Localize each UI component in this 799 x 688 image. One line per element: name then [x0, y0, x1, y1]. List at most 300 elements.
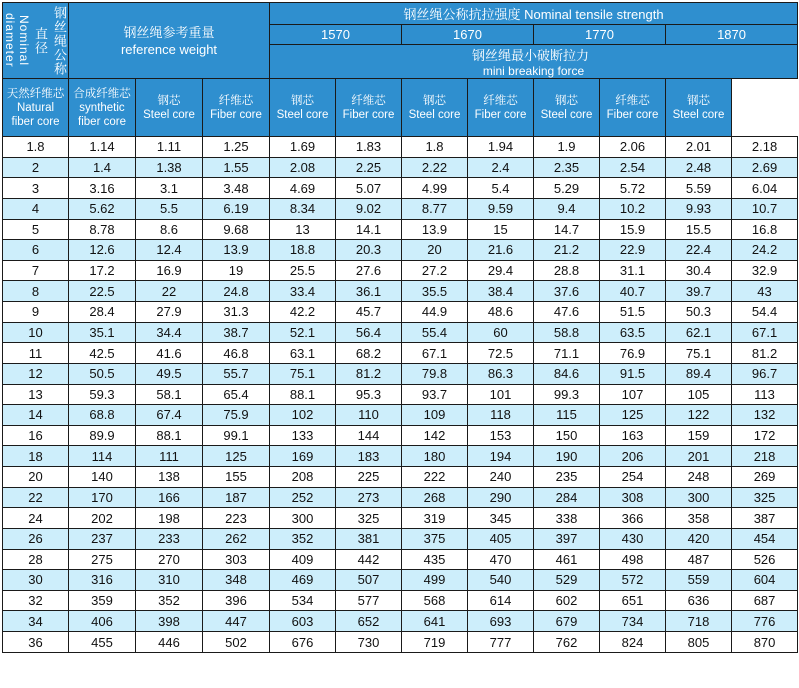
value-cell: 190 — [534, 446, 600, 467]
value-cell: 47.6 — [534, 302, 600, 323]
value-cell: 237 — [69, 528, 136, 549]
value-cell: 870 — [732, 632, 798, 653]
value-cell: 65.4 — [203, 384, 270, 405]
value-cell: 81.2 — [336, 363, 402, 384]
table-row — [3, 343, 798, 364]
value-cell: 529 — [534, 570, 600, 591]
value-cell: 14.1 — [336, 219, 402, 240]
value-cell: 3.48 — [203, 178, 270, 199]
steel-core-weight-header — [136, 79, 203, 137]
value-cell: 58.8 — [534, 322, 600, 343]
grade-1770: 1770 — [534, 25, 666, 45]
value-cell: 75.1 — [270, 363, 336, 384]
value-cell: 17.2 — [69, 260, 136, 281]
value-cell: 1.38 — [136, 157, 203, 178]
value-cell: 110 — [336, 405, 402, 426]
value-cell: 50.3 — [666, 302, 732, 323]
fiber-core-1770-header — [468, 79, 534, 137]
value-cell: 225 — [336, 467, 402, 488]
table-row — [3, 322, 798, 343]
value-cell: 105 — [666, 384, 732, 405]
value-cell: 730 — [336, 632, 402, 653]
value-cell: 27.6 — [336, 260, 402, 281]
value-cell: 5.29 — [534, 178, 600, 199]
value-cell: 138 — [136, 467, 203, 488]
value-cell: 233 — [136, 528, 203, 549]
value-cell: 27.9 — [136, 302, 203, 323]
value-cell: 9.68 — [203, 219, 270, 240]
diameter-cell: 26 — [3, 528, 69, 549]
value-cell: 37.6 — [534, 281, 600, 302]
diameter-cell: 13 — [3, 384, 69, 405]
value-cell: 5.07 — [336, 178, 402, 199]
value-cell: 180 — [402, 446, 468, 467]
natural-fiber-core-en1: Natural — [16, 101, 55, 114]
value-cell: 359 — [69, 590, 136, 611]
value-cell: 55.7 — [203, 363, 270, 384]
value-cell: 409 — [270, 549, 336, 570]
diameter-cell: 20 — [3, 467, 69, 488]
value-cell: 652 — [336, 611, 402, 632]
grade-1870: 1870 — [666, 25, 798, 45]
value-cell: 577 — [336, 590, 402, 611]
table-row — [3, 549, 798, 570]
value-cell: 604 — [732, 570, 798, 591]
fiber-core-cn: 纤维芯 — [483, 94, 518, 107]
value-cell: 45.7 — [336, 302, 402, 323]
value-cell: 16.9 — [136, 260, 203, 281]
value-cell: 502 — [203, 632, 270, 653]
diameter-cell: 28 — [3, 549, 69, 570]
fiber-core-cn: 纤维芯 — [218, 94, 254, 107]
value-cell: 155 — [203, 467, 270, 488]
fiber-core-en: Fiber core — [606, 108, 659, 121]
value-cell: 5.62 — [69, 198, 136, 219]
value-cell: 115 — [534, 405, 600, 426]
table-row — [3, 405, 798, 426]
value-cell: 51.5 — [600, 302, 666, 323]
value-cell: 5.59 — [666, 178, 732, 199]
value-cell: 693 — [468, 611, 534, 632]
table-row — [3, 487, 798, 508]
diameter-cell: 34 — [3, 611, 69, 632]
reference-weight-en: reference weight — [120, 41, 218, 57]
value-cell: 235 — [534, 467, 600, 488]
value-cell: 42.5 — [69, 343, 136, 364]
value-cell: 67.1 — [402, 343, 468, 364]
value-cell: 4.69 — [270, 178, 336, 199]
value-cell: 101 — [468, 384, 534, 405]
value-cell: 316 — [69, 570, 136, 591]
value-cell: 22.5 — [69, 281, 136, 302]
value-cell: 275 — [69, 549, 136, 570]
value-cell: 68.8 — [69, 405, 136, 426]
value-cell: 10.7 — [732, 198, 798, 219]
value-cell: 2.69 — [732, 157, 798, 178]
value-cell: 27.2 — [402, 260, 468, 281]
synthetic-fiber-core-header — [69, 79, 136, 137]
value-cell: 2.22 — [402, 157, 468, 178]
wire-rope-spec-table — [2, 2, 798, 653]
value-cell: 88.1 — [270, 384, 336, 405]
table-row — [3, 363, 798, 384]
value-cell: 114 — [69, 446, 136, 467]
value-cell: 208 — [270, 467, 336, 488]
diameter-cell: 36 — [3, 632, 69, 653]
value-cell: 24.8 — [203, 281, 270, 302]
value-cell: 75.1 — [666, 343, 732, 364]
table-row — [3, 590, 798, 611]
value-cell: 122 — [666, 405, 732, 426]
value-cell: 776 — [732, 611, 798, 632]
value-cell: 32.9 — [732, 260, 798, 281]
value-cell: 38.7 — [203, 322, 270, 343]
value-cell: 270 — [136, 549, 203, 570]
value-cell: 56.4 — [336, 322, 402, 343]
value-cell: 3.1 — [136, 178, 203, 199]
fiber-core-cn: 纤维芯 — [351, 94, 386, 107]
value-cell: 498 — [600, 549, 666, 570]
tensile-strength-header: 钢丝绳公称抗拉强度 Nominal tensile strength — [270, 3, 798, 25]
value-cell: 734 — [600, 611, 666, 632]
value-cell: 499 — [402, 570, 468, 591]
value-cell: 2.4 — [468, 157, 534, 178]
value-cell: 60 — [468, 322, 534, 343]
value-cell: 39.7 — [666, 281, 732, 302]
diameter-cell: 2 — [3, 157, 69, 178]
value-cell: 198 — [136, 508, 203, 529]
diameter-header-en: Nominal diameter — [3, 13, 31, 68]
table-row — [3, 260, 798, 281]
diameter-cell: 9 — [3, 302, 69, 323]
value-cell: 33.4 — [270, 281, 336, 302]
value-cell: 8.78 — [69, 219, 136, 240]
value-cell: 442 — [336, 549, 402, 570]
value-cell: 15 — [468, 219, 534, 240]
value-cell: 28.8 — [534, 260, 600, 281]
diameter-cell: 3 — [3, 178, 69, 199]
value-cell: 572 — [600, 570, 666, 591]
steel-core-1670-header — [402, 79, 468, 137]
value-cell: 303 — [203, 549, 270, 570]
diameter-cell: 11 — [3, 343, 69, 364]
value-cell: 170 — [69, 487, 136, 508]
value-cell: 75.9 — [203, 405, 270, 426]
value-cell: 1.25 — [203, 137, 270, 158]
value-cell: 3.16 — [69, 178, 136, 199]
value-cell: 1.9 — [534, 137, 600, 158]
value-cell: 1.11 — [136, 137, 203, 158]
value-cell: 29.4 — [468, 260, 534, 281]
synthetic-fiber-core-cn: 合成纤维芯 — [73, 87, 131, 100]
value-cell: 48.6 — [468, 302, 534, 323]
value-cell: 223 — [203, 508, 270, 529]
value-cell: 366 — [600, 508, 666, 529]
value-cell: 603 — [270, 611, 336, 632]
value-cell: 22.9 — [600, 240, 666, 261]
diameter-cell: 12 — [3, 363, 69, 384]
value-cell: 63.1 — [270, 343, 336, 364]
fiber-core-1670-header — [336, 79, 402, 137]
diameter-cell: 32 — [3, 590, 69, 611]
value-cell: 352 — [136, 590, 203, 611]
value-cell: 35.1 — [69, 322, 136, 343]
value-cell: 348 — [203, 570, 270, 591]
value-cell: 62.1 — [666, 322, 732, 343]
value-cell: 222 — [402, 467, 468, 488]
value-cell: 13.9 — [402, 219, 468, 240]
table-row — [3, 178, 798, 199]
fiber-core-en: Fiber core — [342, 108, 395, 121]
value-cell: 777 — [468, 632, 534, 653]
value-cell: 420 — [666, 528, 732, 549]
sub-header-row — [3, 79, 798, 137]
natural-fiber-core-header — [3, 79, 69, 137]
value-cell: 9.59 — [468, 198, 534, 219]
value-cell: 268 — [402, 487, 468, 508]
value-cell: 487 — [666, 549, 732, 570]
value-cell: 28.4 — [69, 302, 136, 323]
value-cell: 21.2 — [534, 240, 600, 261]
value-cell: 2.06 — [600, 137, 666, 158]
value-cell: 310 — [136, 570, 203, 591]
value-cell: 435 — [402, 549, 468, 570]
value-cell: 455 — [69, 632, 136, 653]
table-row — [3, 467, 798, 488]
table-row — [3, 611, 798, 632]
value-cell: 13 — [270, 219, 336, 240]
value-cell: 22.4 — [666, 240, 732, 261]
value-cell: 2.18 — [732, 137, 798, 158]
diameter-cell: 24 — [3, 508, 69, 529]
value-cell: 72.5 — [468, 343, 534, 364]
steel-core-cn: 钢芯 — [555, 94, 578, 107]
value-cell: 132 — [732, 405, 798, 426]
value-cell: 2.25 — [336, 157, 402, 178]
table-row — [3, 632, 798, 653]
value-cell: 375 — [402, 528, 468, 549]
steel-core-1770-header — [534, 79, 600, 137]
value-cell: 96.7 — [732, 363, 798, 384]
value-cell: 2.54 — [600, 157, 666, 178]
value-cell: 430 — [600, 528, 666, 549]
value-cell: 88.1 — [136, 425, 203, 446]
value-cell: 15.5 — [666, 219, 732, 240]
diameter-cell: 22 — [3, 487, 69, 508]
value-cell: 352 — [270, 528, 336, 549]
diameter-cell: 14 — [3, 405, 69, 426]
value-cell: 81.2 — [732, 343, 798, 364]
value-cell: 540 — [468, 570, 534, 591]
value-cell: 641 — [402, 611, 468, 632]
diameter-cell: 8 — [3, 281, 69, 302]
value-cell: 194 — [468, 446, 534, 467]
value-cell: 187 — [203, 487, 270, 508]
value-cell: 218 — [732, 446, 798, 467]
value-cell: 1.55 — [203, 157, 270, 178]
value-cell: 54.4 — [732, 302, 798, 323]
value-cell: 762 — [534, 632, 600, 653]
reference-weight-cn: 钢丝绳参考重量 — [123, 24, 215, 40]
value-cell: 559 — [666, 570, 732, 591]
value-cell: 99.3 — [534, 384, 600, 405]
value-cell: 719 — [402, 632, 468, 653]
value-cell: 89.9 — [69, 425, 136, 446]
value-cell: 446 — [136, 632, 203, 653]
value-cell: 86.3 — [468, 363, 534, 384]
value-cell: 20.3 — [336, 240, 402, 261]
steel-core-en: Steel core — [408, 108, 461, 121]
value-cell: 50.5 — [69, 363, 136, 384]
value-cell: 30.4 — [666, 260, 732, 281]
value-cell: 35.5 — [402, 281, 468, 302]
fiber-core-en: Fiber core — [474, 108, 527, 121]
value-cell: 18.8 — [270, 240, 336, 261]
value-cell: 99.1 — [203, 425, 270, 446]
diameter-cell: 4 — [3, 198, 69, 219]
value-cell: 447 — [203, 611, 270, 632]
value-cell: 469 — [270, 570, 336, 591]
fiber-core-1570-header — [203, 79, 270, 137]
value-cell: 358 — [666, 508, 732, 529]
value-cell: 470 — [468, 549, 534, 570]
value-cell: 300 — [270, 508, 336, 529]
value-cell: 2.08 — [270, 157, 336, 178]
value-cell: 8.77 — [402, 198, 468, 219]
value-cell: 338 — [534, 508, 600, 529]
breaking-force-cn: 钢丝绳最小破断拉力 — [472, 48, 590, 63]
fiber-core-cn: 纤维芯 — [615, 94, 650, 107]
value-cell: 1.94 — [468, 137, 534, 158]
value-cell: 824 — [600, 632, 666, 653]
value-cell: 14.7 — [534, 219, 600, 240]
fiber-core-en: Fiber core — [210, 108, 262, 121]
value-cell: 405 — [468, 528, 534, 549]
value-cell: 262 — [203, 528, 270, 549]
value-cell: 118 — [468, 405, 534, 426]
value-cell: 19 — [203, 260, 270, 281]
value-cell: 534 — [270, 590, 336, 611]
table-row — [3, 508, 798, 529]
value-cell: 5.5 — [136, 198, 203, 219]
table-row — [3, 240, 798, 261]
value-cell: 55.4 — [402, 322, 468, 343]
table-row — [3, 219, 798, 240]
value-cell: 2.48 — [666, 157, 732, 178]
value-cell: 396 — [203, 590, 270, 611]
value-cell: 202 — [69, 508, 136, 529]
value-cell: 2.01 — [666, 137, 732, 158]
value-cell: 805 — [666, 632, 732, 653]
table-row — [3, 528, 798, 549]
value-cell: 67.1 — [732, 322, 798, 343]
value-cell: 13.9 — [203, 240, 270, 261]
steel-core-en: Steel core — [276, 108, 329, 121]
value-cell: 1.8 — [402, 137, 468, 158]
diameter-cell: 18 — [3, 446, 69, 467]
value-cell: 34.4 — [136, 322, 203, 343]
value-cell: 454 — [732, 528, 798, 549]
value-cell: 111 — [136, 446, 203, 467]
value-cell: 172 — [732, 425, 798, 446]
value-cell: 169 — [270, 446, 336, 467]
table-row — [3, 157, 798, 178]
synthetic-fiber-core-en1: synthetic — [79, 101, 125, 114]
diameter-cell: 10 — [3, 322, 69, 343]
value-cell: 507 — [336, 570, 402, 591]
value-cell: 308 — [600, 487, 666, 508]
steel-core-1870-header — [666, 79, 732, 137]
diameter-cell: 1.8 — [3, 137, 69, 158]
value-cell: 68.2 — [336, 343, 402, 364]
value-cell: 6.04 — [732, 178, 798, 199]
fiber-core-1870-header — [600, 79, 666, 137]
value-cell: 89.4 — [666, 363, 732, 384]
value-cell: 79.8 — [402, 363, 468, 384]
value-cell: 406 — [69, 611, 136, 632]
value-cell: 16.8 — [732, 219, 798, 240]
steel-core-cn: 钢芯 — [687, 94, 710, 107]
value-cell: 1.69 — [270, 137, 336, 158]
value-cell: 526 — [732, 549, 798, 570]
value-cell: 140 — [69, 467, 136, 488]
value-cell: 397 — [534, 528, 600, 549]
grade-1570: 1570 — [270, 25, 402, 45]
table-row — [3, 425, 798, 446]
value-cell: 15.9 — [600, 219, 666, 240]
value-cell: 46.8 — [203, 343, 270, 364]
natural-fiber-core-cn: 天然纤维芯 — [6, 87, 65, 100]
value-cell: 150 — [534, 425, 600, 446]
value-cell: 125 — [600, 405, 666, 426]
value-cell: 201 — [666, 446, 732, 467]
steel-core-cn: 钢芯 — [291, 94, 314, 107]
table-row — [3, 446, 798, 467]
table-row — [3, 198, 798, 219]
value-cell: 248 — [666, 467, 732, 488]
table-row — [3, 137, 798, 158]
value-cell: 676 — [270, 632, 336, 653]
value-cell: 22 — [136, 281, 203, 302]
value-cell: 144 — [336, 425, 402, 446]
value-cell: 166 — [136, 487, 203, 508]
value-cell: 602 — [534, 590, 600, 611]
value-cell: 269 — [732, 467, 798, 488]
value-cell: 41.6 — [136, 343, 203, 364]
value-cell: 159 — [666, 425, 732, 446]
diameter-cell: 30 — [3, 570, 69, 591]
diameter-cell: 16 — [3, 425, 69, 446]
breaking-force-en: mini breaking force — [482, 64, 585, 78]
steel-core-en: Steel core — [672, 108, 725, 121]
value-cell: 31.3 — [203, 302, 270, 323]
steel-core-weight-cn: 钢芯 — [157, 94, 181, 107]
value-cell: 614 — [468, 590, 534, 611]
value-cell: 4.99 — [402, 178, 468, 199]
value-cell: 12.4 — [136, 240, 203, 261]
spec-table-body — [3, 137, 798, 653]
value-cell: 25.5 — [270, 260, 336, 281]
value-cell: 107 — [600, 384, 666, 405]
value-cell: 718 — [666, 611, 732, 632]
breaking-force-header — [270, 45, 798, 79]
value-cell: 206 — [600, 446, 666, 467]
value-cell: 687 — [732, 590, 798, 611]
value-cell: 5.72 — [600, 178, 666, 199]
value-cell: 284 — [534, 487, 600, 508]
value-cell: 21.6 — [468, 240, 534, 261]
steel-core-cn: 钢芯 — [423, 94, 446, 107]
